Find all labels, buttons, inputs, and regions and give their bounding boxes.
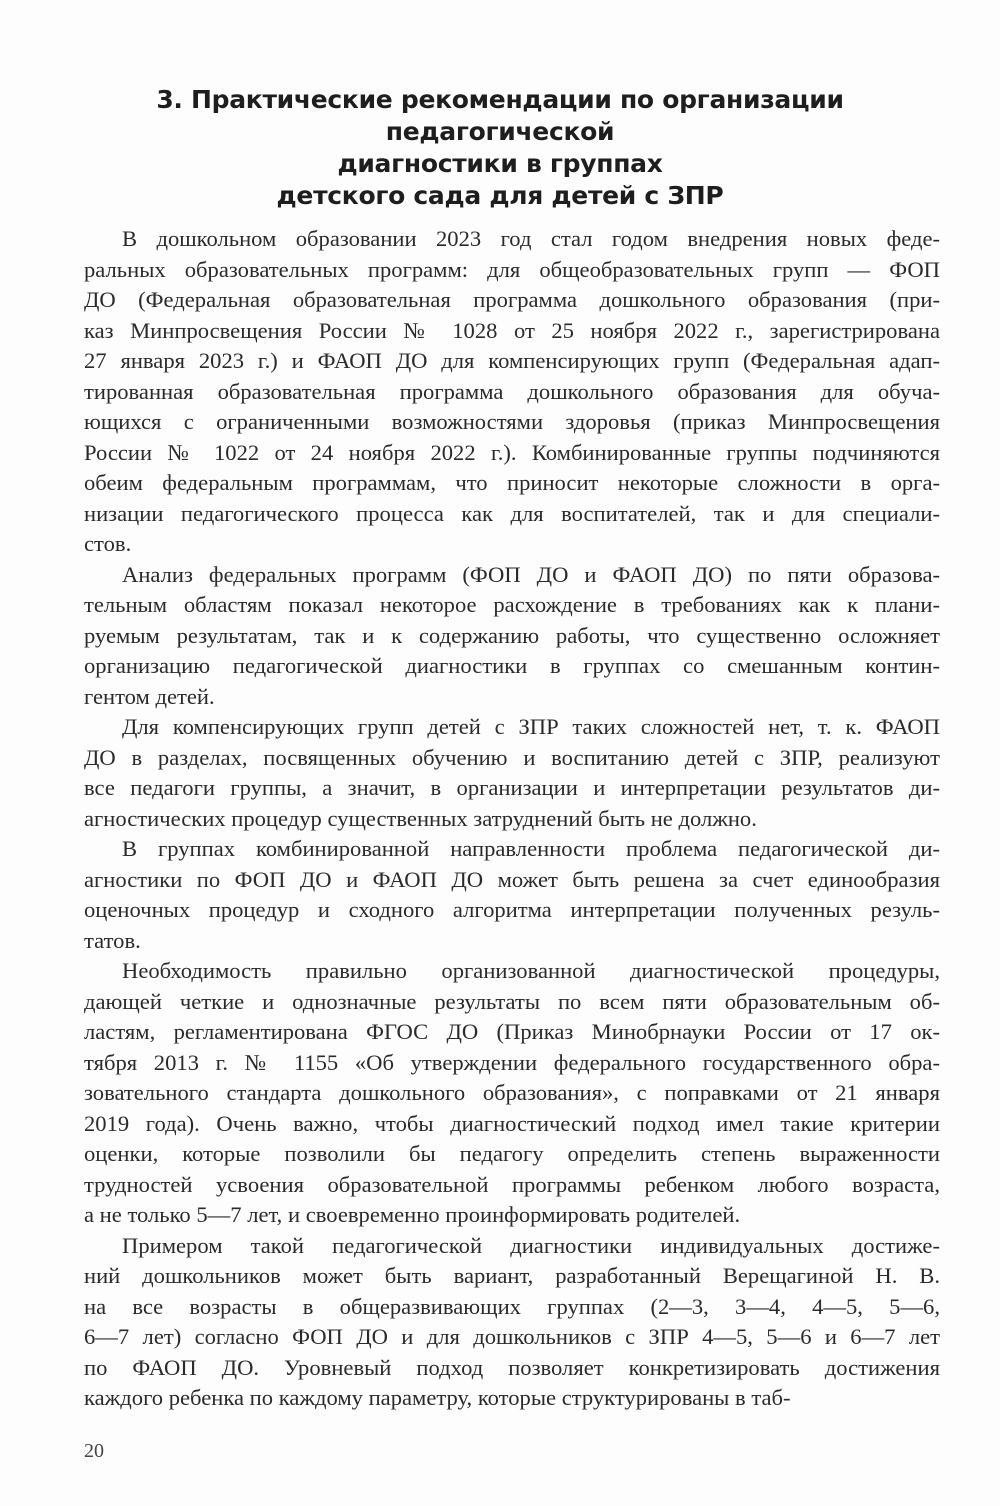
text-line: В дошкольном образовании 2023 год стал годом внедрения новых феде- <box>122 226 940 251</box>
text-line: Для компенсирующих групп детей с ЗПР таких сложностей нет, т. к. ФАОП <box>122 714 940 739</box>
text-line: России № 1022 от 24 ноября 2022 г.). Комбинированные группы подчиняются <box>84 439 940 465</box>
text-line: Необходимость правильно организованной диагностической процедуры, <box>122 958 940 983</box>
text-line: дающей четкие и однозначные результаты по всем пяти образовательным об- <box>84 988 940 1014</box>
text-line: агностики по ФОП ДО и ФАОП ДО может быть решена за счет единообразия <box>84 866 940 892</box>
text-line: организацию педагогической диагностики в группах со смешанным контин- <box>84 653 940 678</box>
text-line: ний дошкольников может быть вариант, разработанный Верещагиной Н. В. <box>84 1263 940 1288</box>
text-line: каждого ребенка по каждому параметру, которые структурированы в таб- <box>84 1385 791 1410</box>
text-line: ральных образовательных программ: для общеобразовательных групп — ФОП <box>84 256 940 282</box>
text-line: гентом детей. <box>84 683 215 709</box>
paragraph <box>84 956 940 1231</box>
text-line: Примером такой педагогической диагностики индивидуальных достиже- <box>122 1232 940 1258</box>
text-line: ющихся с ограниченными возможностями здоровья (приказ Минпросвещения <box>84 409 940 434</box>
paragraph <box>84 712 940 834</box>
paragraph <box>84 1231 940 1414</box>
text-line: стов. <box>84 531 132 556</box>
text-line: ДО в разделах, посвященных обучению и воспитанию детей с ЗПР, реализуют <box>84 744 940 770</box>
text-line: на все возрасты в общеразвивающих группах (2—3, 3—4, 4—5, 5—6, <box>84 1293 940 1319</box>
paragraph <box>84 224 940 560</box>
text-line: тельным областям показал некоторое расхождение в требованиях как к плани- <box>84 592 940 617</box>
text-line: все педагоги группы, а значит, в организации и интерпретации результатов ди- <box>84 775 940 800</box>
text-line: ДО (Федеральная образовательная программа дошкольного образования (при- <box>84 287 940 312</box>
body-text <box>84 224 940 1414</box>
text-line: 2019 года). Очень важно, чтобы диагностический подход имел такие критерии <box>84 1110 940 1136</box>
paragraph <box>84 560 940 713</box>
text-line: низации педагогического процесса как для воспитателей, так и для специали- <box>84 500 940 526</box>
text-line: В группах комбинированной направленности проблема педагогической ди- <box>122 836 940 861</box>
text-line: трудностей усвоения образовательной программы ребенком любого возраста, <box>84 1171 940 1197</box>
text-line: руемым результатам, так и к содержанию работы, что существенно осложняет <box>84 622 940 648</box>
text-line: Анализ федеральных программ (ФОП ДО и ФАОП ДО) по пяти образова- <box>122 561 940 587</box>
section-heading <box>60 84 940 212</box>
text-line: по ФАОП ДО. Уровневый подход позволяет конкретизировать достижения <box>84 1354 940 1380</box>
text-line: зовательного стандарта дошкольного образования», с поправками от 21 января <box>84 1080 940 1105</box>
paragraph <box>84 834 940 956</box>
text-line: 27 января 2023 г.) и ФАОП ДО для компенсирующих групп (Федеральная адап- <box>84 348 940 373</box>
text-line: татов. <box>84 927 141 953</box>
text-line: агностических процедур существенных затруднений быть не должно. <box>84 805 757 831</box>
text-line: а не только 5—7 лет, и своевременно проинформировать родителей. <box>84 1202 741 1227</box>
page-number: 20 <box>84 1440 104 1462</box>
text-line: тября 2013 г. № 1155 «Об утверждении федерального государственного обра- <box>84 1049 940 1075</box>
heading-line: детского сада для детей с ЗПР <box>276 181 724 210</box>
text-line: ластям, регламентирована ФГОС ДО (Приказ Минобрнауки России от 17 ок- <box>84 1019 940 1044</box>
text-line: оценочных процедур и сходного алгоритма интерпретации полученных резуль- <box>84 897 940 922</box>
text-line: каз Минпросвещения России № 1028 от 25 ноября 2022 г., зарегистрирована <box>84 317 940 343</box>
heading-line: диагностики в группах <box>337 149 663 178</box>
heading-line: 3. Практические рекомендации по организации педагогической <box>156 85 844 146</box>
text-line: тированная образовательная программа дошкольного образования для обуча- <box>84 378 940 404</box>
text-line: оценки, которые позволили бы педагогу определить степень выраженности <box>84 1141 940 1166</box>
text-line: обеим федеральным программам, что приносит некоторые сложности в орга- <box>84 470 940 495</box>
text-line: 6—7 лет) согласно ФОП ДО и для дошкольников с ЗПР 4—5, 5—6 и 6—7 лет <box>84 1324 940 1349</box>
